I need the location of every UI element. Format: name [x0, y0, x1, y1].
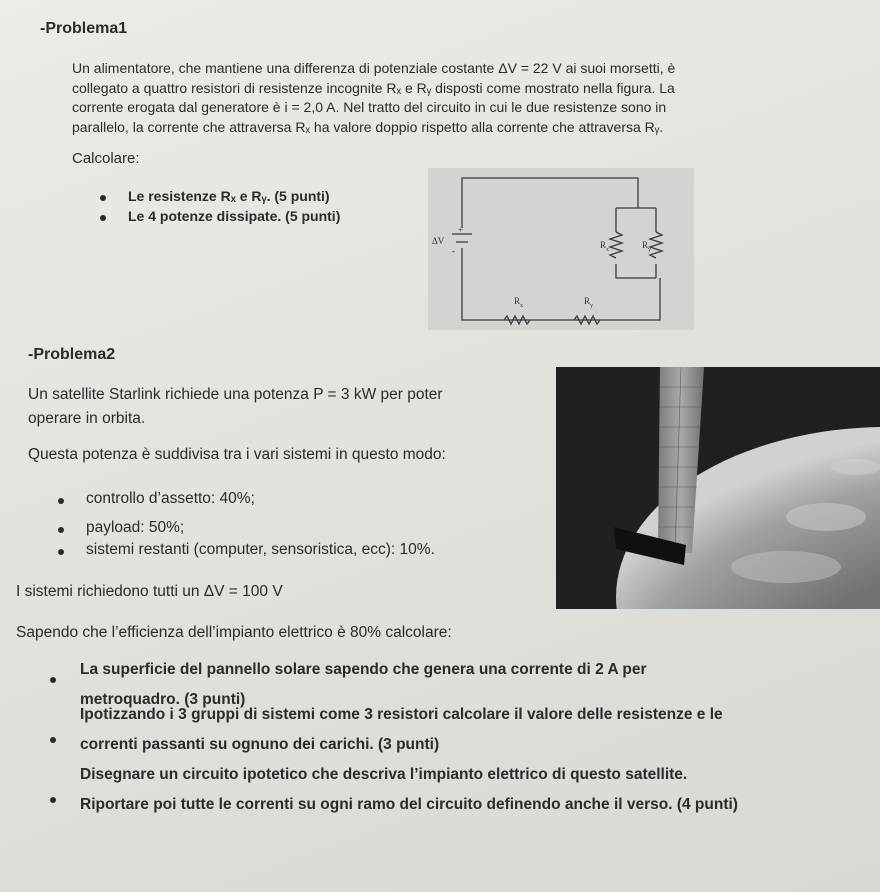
system-item: controllo d’assetto: 40%; — [86, 490, 255, 507]
system-item: sistemi restanti (computer, sensoristica, ecc): 10%. — [86, 541, 435, 558]
task-item — [80, 760, 738, 820]
efficiency-line: Sapendo che l’efficienza dell’impianto elettrico è 80% calcolare: — [16, 624, 452, 641]
parallel-bottom — [616, 264, 656, 278]
problem2-intro-line: Un satellite Starlink richiede una potenza P = 3 kW per poter — [28, 386, 443, 403]
bullet-dot — [58, 549, 64, 555]
circuit-diagram — [428, 168, 694, 330]
label-rx-series: $R_x$ — [514, 296, 524, 309]
calcolare-label: Calcolare: — [72, 150, 140, 167]
problem1-line: collegato a quattro resistori di resistenze incognite Rₓ e Rᵧ disposti come mostrato nella figura. La — [72, 79, 675, 96]
task-line: Riportare poi tutte le correnti su ogni ramo del circuito definendo anche il verso. (4 punti) — [80, 796, 738, 813]
problem1-title: -Problema1 — [40, 20, 128, 37]
bullet-dot — [50, 677, 56, 683]
system-item: payload: 50%; — [86, 519, 185, 536]
wire-top — [462, 178, 638, 228]
task-item — [80, 700, 723, 760]
task-line: La superficie del pannello solare sapendo che genera una corrente di 2 A per — [80, 661, 647, 678]
task-line: Disegnare un circuito ipotetico che descriva l’impianto elettrico di questo satellite. — [80, 766, 688, 783]
battery-minus: - — [452, 246, 455, 256]
problem2-division: Questa potenza è suddivisa tra i vari sistemi in questo modo: — [28, 446, 446, 463]
circuit-svg — [428, 168, 694, 330]
problem2-intro-line: operare in orbita. — [28, 410, 146, 427]
battery-plus: + — [458, 225, 464, 235]
wire-bottom — [462, 248, 660, 320]
bullet-dot — [58, 498, 64, 504]
task-line: metroquadro. (3 punti) — [80, 691, 246, 708]
satellite-photo-svg — [556, 367, 880, 609]
bullet-dot — [100, 195, 106, 201]
problem1-bullet: Le 4 potenze dissipate. (5 punti) — [128, 208, 341, 224]
problem1-line: corrente erogata dal generatore è i = 2,0 A. Nel tratto del circuito in cui le due resistenze sono in — [72, 99, 667, 115]
problem2-title: -Problema2 — [28, 346, 116, 363]
battery-icon — [452, 234, 472, 242]
label-rx: $R_x$ — [600, 240, 610, 253]
problem1-text — [72, 59, 675, 137]
bullet-dot — [50, 797, 56, 803]
resistor-rx-icon — [610, 232, 622, 258]
task-line: Ipotizzando i 3 gruppi di sistemi come 3 resistori calcolare il valore delle resistenze e le — [80, 706, 723, 723]
label-ry-series: $R_y$ — [584, 296, 594, 309]
dv-label: ΔV — [432, 236, 445, 246]
resistor-ry-icon — [650, 232, 662, 258]
bullet-dot — [50, 737, 56, 743]
problem1-line: parallelo, la corrente che attraversa Rₓ ha valore doppio rispetto alla corrente che attraversa Rᵧ. — [72, 118, 664, 135]
problem1-line: Un alimentatore, che mantiene una differenza di potenziale costante ΔV = 22 V ai suoi morsetti, è — [72, 60, 676, 76]
problem2-intro — [28, 383, 443, 431]
task-line: correnti passanti su ognuno dei carichi. (3 punti) — [80, 736, 440, 753]
voltage-line: I sistemi richiedono tutti un ΔV = 100 V — [16, 583, 283, 600]
bullet-dot — [58, 527, 64, 533]
label-ry: $R_y$ — [642, 240, 652, 253]
parallel-top — [616, 208, 656, 232]
problem1-bullet: Le resistenze Rₓ e Rᵧ. (5 punti) — [128, 188, 330, 204]
satellite-image — [556, 367, 880, 609]
bullet-dot — [100, 215, 106, 221]
